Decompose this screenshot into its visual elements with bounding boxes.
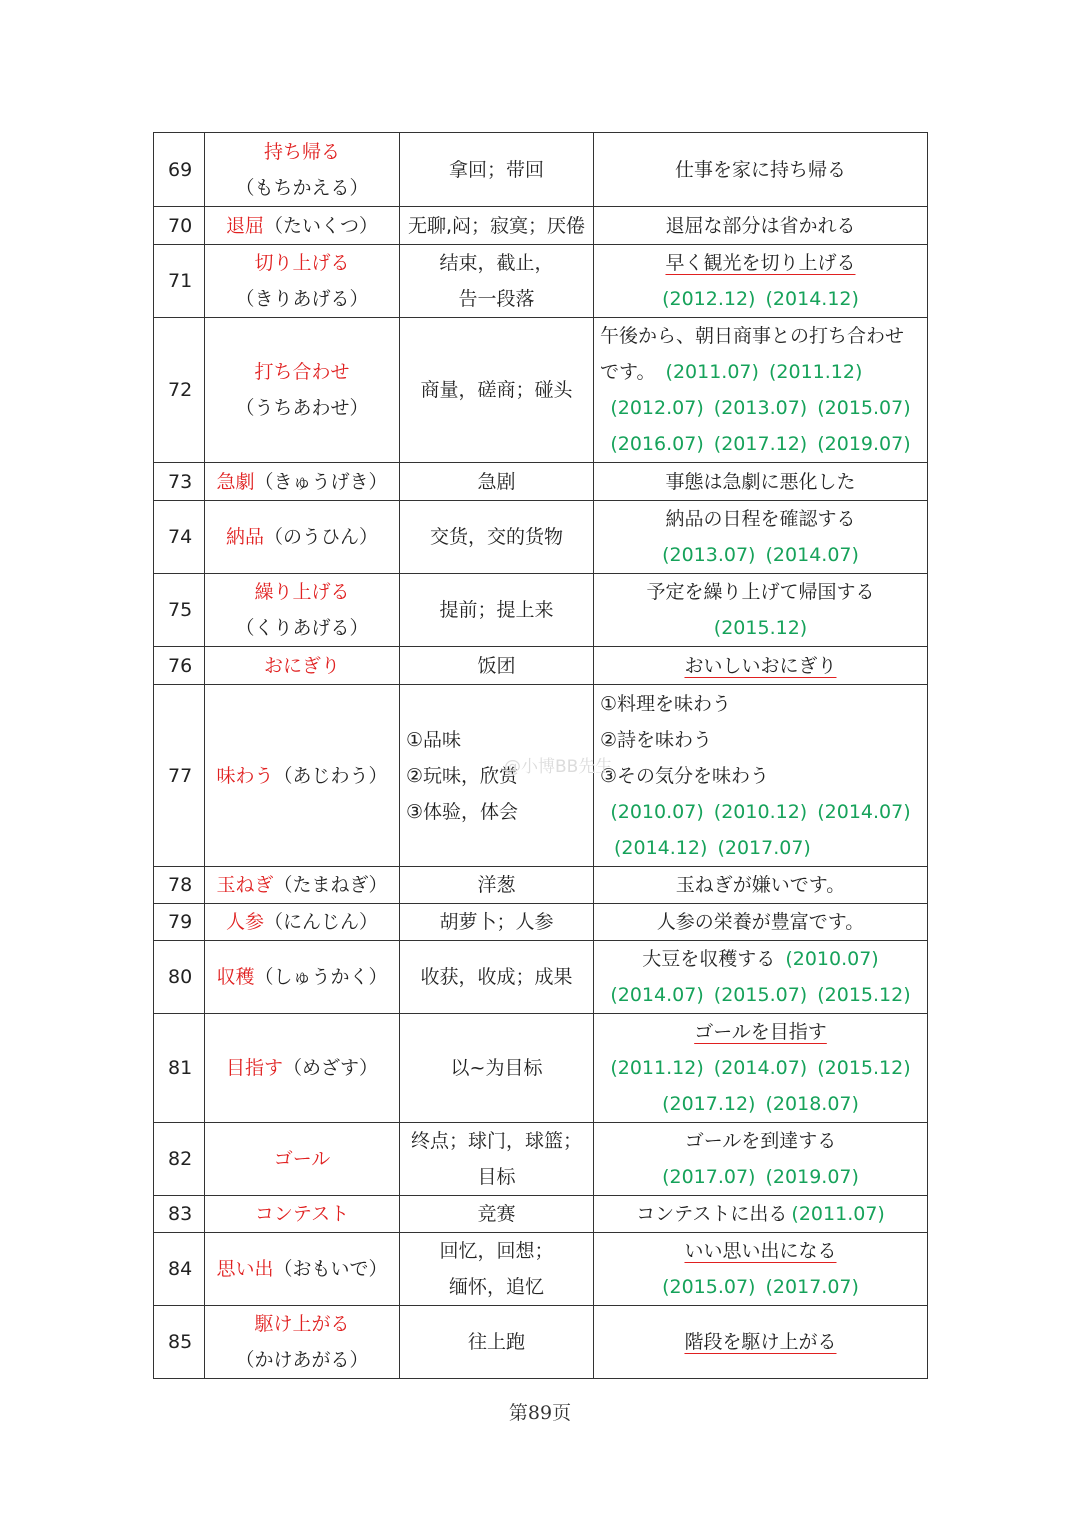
meaning-cell	[400, 318, 594, 463]
meaning-cell	[400, 1196, 594, 1233]
word: 切り上げる	[254, 252, 350, 274]
example-cell	[594, 574, 928, 647]
example: ②詩を味わう	[600, 728, 713, 751]
example-cell	[594, 318, 928, 463]
row-number: 81	[154, 1014, 205, 1123]
reading: （おもいで）	[273, 1258, 388, 1280]
page-number: 第89页	[508, 1402, 572, 1424]
word-cell	[205, 904, 400, 941]
exam-year: (2015.12)	[817, 984, 911, 1006]
meaning-cell	[400, 904, 594, 941]
meaning: 结束，截止，	[439, 252, 554, 274]
example: 早く観光を切り上げる	[665, 252, 856, 274]
example: 人参の栄養が豊富です。	[656, 911, 865, 933]
row-number: 77	[154, 685, 205, 867]
meaning: 缅怀，追忆	[448, 1276, 544, 1298]
word: ゴール	[273, 1148, 331, 1170]
word: 思い出	[216, 1258, 274, 1280]
example: 納品の日程を確認する	[665, 508, 856, 530]
reading: （にんじん）	[264, 911, 379, 933]
word: 急劇	[216, 470, 255, 493]
exam-year: (2017.07)	[662, 1166, 756, 1188]
meaning: 回忆，回想；	[439, 1240, 554, 1262]
word-cell	[205, 574, 400, 647]
exam-year: (2014.12)	[765, 288, 859, 310]
row-number: 80	[154, 941, 205, 1014]
word: 駆け上がる	[254, 1313, 350, 1335]
meaning: 胡萝卜；人参	[439, 911, 554, 933]
word: 納品	[225, 526, 264, 548]
meaning-cell	[400, 245, 594, 318]
meaning: 往上跑	[467, 1331, 525, 1353]
meaning: 交货，交的货物	[429, 526, 563, 548]
row-number: 74	[154, 501, 205, 574]
exam-year: (2016.07)	[610, 433, 704, 455]
word-cell	[205, 133, 400, 207]
example: 大豆を収穫する	[642, 948, 776, 970]
reading: （かけあがる）	[235, 1349, 369, 1371]
exam-year: (2010.07)	[785, 948, 879, 970]
word: 味わう	[216, 764, 274, 787]
word-cell	[205, 867, 400, 904]
example: 午後から、朝日商事との打ち合わせ	[600, 325, 905, 347]
word-cell	[205, 1123, 400, 1196]
row-number: 69	[154, 133, 205, 207]
example-cell	[594, 647, 928, 685]
table-row	[154, 1123, 928, 1196]
exam-year: (2013.07)	[662, 544, 756, 566]
meaning-cell	[400, 647, 594, 685]
meaning-cell	[400, 501, 594, 574]
word: 退屈	[225, 214, 264, 237]
word-cell	[205, 245, 400, 318]
reading: （きりあげる）	[235, 288, 369, 310]
reading: （もちかえる）	[235, 176, 369, 199]
exam-year: (2017.07)	[765, 1276, 859, 1298]
word: 人参	[225, 911, 264, 933]
exam-year: (2015.07)	[817, 397, 911, 419]
word: 目指す	[225, 1057, 283, 1079]
row-number: 73	[154, 463, 205, 501]
exam-year: (2019.07)	[765, 1166, 859, 1188]
table-row	[154, 207, 928, 245]
example: ①料理を味わう	[600, 692, 732, 715]
word-cell	[205, 207, 400, 245]
word-cell	[205, 463, 400, 501]
reading: （しゅうかく）	[254, 966, 388, 988]
example-cell	[594, 904, 928, 941]
word-cell	[205, 941, 400, 1014]
example: 仕事を家に持ち帰る	[674, 158, 846, 181]
row-number: 84	[154, 1233, 205, 1306]
meaning: 以~为目标	[450, 1057, 543, 1079]
example-cell	[594, 245, 928, 318]
table-row	[154, 867, 928, 904]
example-cell	[594, 1123, 928, 1196]
exam-year: (2014.12)	[614, 836, 708, 859]
exam-year: (2014.07)	[765, 544, 859, 566]
meaning-cell	[400, 941, 594, 1014]
word: おにぎり	[263, 654, 340, 677]
meaning: 告一段落	[458, 288, 535, 310]
meaning: 拿回；带回	[448, 158, 544, 181]
exam-year: (2019.07)	[817, 433, 911, 455]
meaning: 洋葱	[477, 874, 516, 896]
example: 玉ねぎが嫌いです。	[675, 874, 846, 896]
table-row	[154, 245, 928, 318]
example: 予定を繰り上げて帰国する	[646, 581, 875, 603]
table-row	[154, 574, 928, 647]
exam-year: (2012.12)	[662, 288, 756, 310]
row-number: 78	[154, 867, 205, 904]
table-row	[154, 1014, 928, 1123]
row-number: 71	[154, 245, 205, 318]
example: ③その気分を味わう	[600, 764, 770, 787]
word: 繰り上げる	[254, 581, 350, 603]
meaning: 提前；提上来	[439, 599, 554, 621]
word-cell	[205, 647, 400, 685]
word-cell	[205, 318, 400, 463]
exam-year: (2017.07)	[717, 836, 811, 859]
word: 玉ねぎ	[216, 874, 274, 896]
word-cell	[205, 685, 400, 867]
table-row	[154, 463, 928, 501]
row-number: 79	[154, 904, 205, 941]
table-row	[154, 1233, 928, 1306]
table-row	[154, 501, 928, 574]
exam-year: (2015.07)	[713, 984, 808, 1006]
meaning-cell	[400, 574, 594, 647]
meaning: 终点；球门，球篮；	[410, 1130, 582, 1152]
meaning: ③体验，体会	[406, 800, 519, 823]
exam-year: (2014.07)	[713, 1057, 808, 1079]
exam-year: (2015.07)	[662, 1276, 756, 1298]
example: です。	[600, 361, 656, 383]
meaning-cell	[400, 133, 594, 207]
example-cell	[594, 1233, 928, 1306]
row-number: 85	[154, 1306, 205, 1379]
exam-year: (2018.07)	[765, 1093, 859, 1115]
example-cell	[594, 685, 928, 867]
reading: （きゅうげき）	[254, 470, 388, 493]
example-cell	[594, 1306, 928, 1379]
example: 階段を駆け上がる	[684, 1331, 837, 1353]
example: 事態は急劇に悪化した	[665, 470, 856, 493]
meaning-cell	[400, 867, 594, 904]
table-row	[154, 904, 928, 941]
exam-year: (2012.07)	[610, 397, 704, 419]
reading: （うちあわせ）	[235, 397, 369, 419]
meaning-cell	[400, 1123, 594, 1196]
example: コンテストに出る	[636, 1203, 788, 1225]
reading: （あじわう）	[273, 764, 388, 787]
table-row	[154, 1306, 928, 1379]
table-row	[154, 318, 928, 463]
example-cell	[594, 867, 928, 904]
exam-year: (2010.07)	[610, 800, 704, 823]
meaning-cell	[400, 207, 594, 245]
reading: （たまねぎ）	[273, 874, 388, 896]
example-cell	[594, 941, 928, 1014]
word-cell	[205, 1306, 400, 1379]
row-number: 75	[154, 574, 205, 647]
row-number: 82	[154, 1123, 205, 1196]
word: 打ち合わせ	[254, 361, 350, 383]
word: コンテスト	[254, 1203, 350, 1225]
watermark: @小博BB先生	[504, 757, 613, 777]
exam-year: (2013.07)	[713, 397, 808, 419]
meaning: 无聊,闷；寂寞；厌倦	[407, 214, 586, 237]
example-cell	[594, 463, 928, 501]
meaning-cell	[400, 1306, 594, 1379]
exam-year: (2014.07)	[610, 984, 704, 1006]
meaning: 饭团	[477, 654, 516, 677]
meaning: 商量，磋商；碰头	[420, 379, 573, 401]
reading: （くりあげる）	[235, 617, 369, 639]
example-cell	[594, 1014, 928, 1123]
word-cell	[205, 1233, 400, 1306]
exam-year: (2017.12)	[713, 433, 808, 455]
example: ゴールを到達する	[684, 1130, 837, 1152]
exam-year: (2011.07)	[665, 361, 759, 383]
meaning: 急剧	[477, 470, 516, 493]
table-row	[154, 133, 928, 207]
meaning: 收获，收成；成果	[420, 966, 573, 988]
example: ゴールを目指す	[694, 1021, 827, 1043]
example: いい思い出になる	[684, 1240, 837, 1262]
example: 退屈な部分は省かれる	[665, 214, 856, 237]
example-cell	[594, 133, 928, 207]
example-cell	[594, 501, 928, 574]
word-cell	[205, 1196, 400, 1233]
meaning: ②玩味，欣赏	[406, 764, 519, 787]
reading: （めざす）	[283, 1057, 379, 1079]
exam-year: (2015.12)	[817, 1057, 911, 1079]
meaning: ①品味	[406, 728, 462, 751]
meaning-cell	[400, 1233, 594, 1306]
exam-year: (2015.12)	[713, 617, 808, 639]
exam-year: (2010.12)	[713, 800, 808, 823]
exam-year: (2017.12)	[662, 1093, 756, 1115]
example: おいしいおにぎり	[684, 654, 837, 677]
word: 収穫	[216, 966, 255, 988]
meaning-cell	[400, 463, 594, 501]
row-number: 76	[154, 647, 205, 685]
table-row	[154, 647, 928, 685]
row-number: 70	[154, 207, 205, 245]
exam-year: (2014.07)	[817, 800, 911, 823]
example-cell	[594, 207, 928, 245]
exam-year: (2011.12)	[768, 361, 863, 383]
row-number: 83	[154, 1196, 205, 1233]
exam-year: (2011.12)	[610, 1057, 704, 1079]
example-cell	[594, 1196, 928, 1233]
word-cell	[205, 1014, 400, 1123]
table-row	[154, 941, 928, 1014]
exam-year: (2011.07)	[791, 1203, 885, 1225]
table-row	[154, 1196, 928, 1233]
meaning: 竞赛	[477, 1203, 516, 1225]
reading: （たいくつ）	[264, 214, 379, 237]
reading: （のうひん）	[264, 526, 379, 548]
meaning-cell	[400, 1014, 594, 1123]
meaning: 目标	[477, 1166, 516, 1188]
row-number: 72	[154, 318, 205, 463]
word-cell	[205, 501, 400, 574]
word: 持ち帰る	[263, 140, 340, 163]
